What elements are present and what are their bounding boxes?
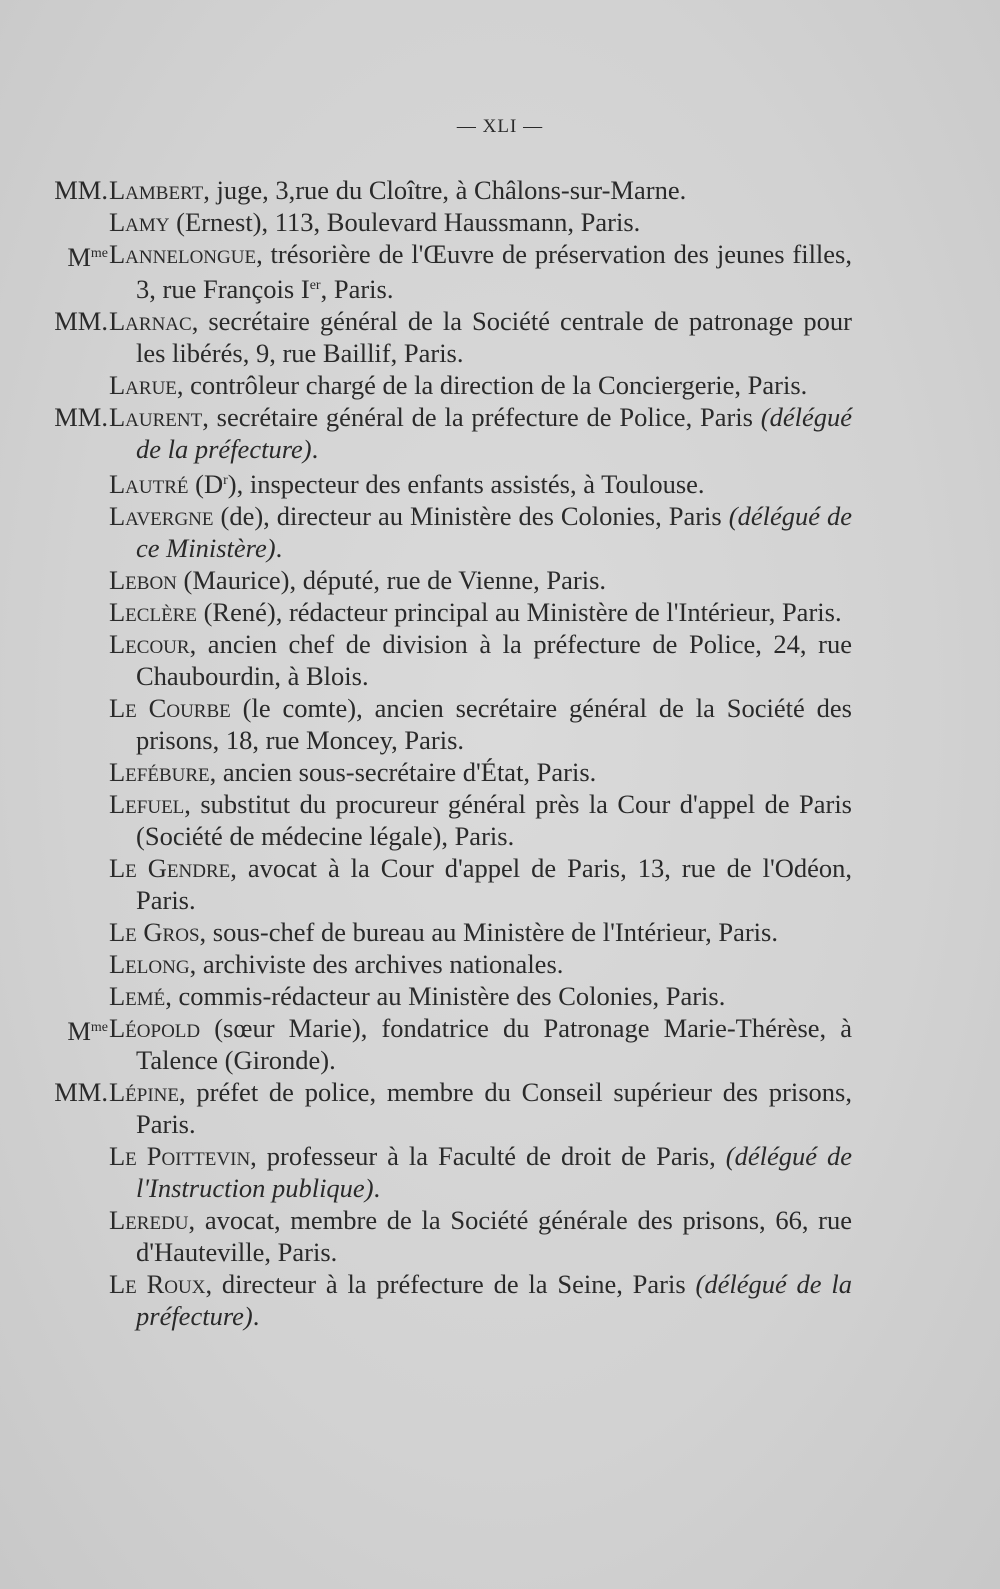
entry-text [109, 1204, 852, 1268]
entry-name: Larue [109, 370, 177, 400]
entry-name: Lautré [109, 469, 189, 499]
entry-text [109, 174, 852, 206]
entry-description-end: . [252, 1301, 260, 1331]
entry-text [109, 238, 852, 305]
entry-name: Lelong [109, 949, 190, 979]
entry-text [109, 852, 852, 916]
entry-text [109, 1012, 852, 1076]
entry-text [109, 369, 852, 401]
entry-name: Lecour [109, 629, 190, 659]
list-item [42, 596, 852, 628]
entry-description: , contrôleur chargé de la direction de la Conciergerie, Paris. [176, 370, 808, 400]
entry-name: Leredu [109, 1205, 189, 1235]
entry-text [109, 1076, 852, 1140]
entry-name: Lefébure [109, 757, 210, 787]
list-item [42, 756, 852, 788]
entry-description: (René), rédacteur principal au Ministère de l'Intérieur, Paris. [196, 597, 842, 627]
entry-description: , secrétaire général de la préfecture de Police, Paris [202, 402, 761, 432]
entry-name: Leclère [109, 597, 197, 627]
entry-description: , ancien sous-secrétaire d'État, Paris. [209, 757, 597, 787]
entry-delegation: (délégué de la préfecture) [136, 1269, 852, 1331]
entry-text [109, 465, 852, 500]
entry-name: Lebon [109, 565, 177, 595]
entry-name: Lefuel [109, 789, 185, 819]
list-item [42, 238, 852, 305]
entry-description: (le comte), ancien secrétaire général de la Société des prisons, 18, rue Moncey, Paris. [136, 693, 852, 755]
entry-text [109, 305, 852, 369]
entry-text [109, 596, 852, 628]
entry-delegation: (délégué de ce Ministère) [136, 501, 852, 563]
entry-name: Larnac [109, 306, 192, 336]
entry-description-end: , Paris. [320, 274, 394, 304]
list-item [42, 500, 852, 564]
list-item [42, 174, 852, 206]
entry-name: Le Roux [109, 1269, 206, 1299]
entry-description: , commis-rédacteur au Ministère des Colonies, Paris. [165, 981, 726, 1011]
list-item [42, 369, 852, 401]
entry-prefix: $M^{me}$ [67, 242, 108, 272]
entry-text [109, 1268, 852, 1332]
entry-description: (Ernest), 113, Boulevard Haussmann, Paris. [169, 207, 641, 237]
entry-description: (D [188, 469, 224, 499]
entry-description: , avocat, membre de la Société générale des prisons, 66, rue d'Hauteville, Paris. [136, 1205, 852, 1267]
entry-name: Lambert [109, 175, 204, 205]
entry-description: , ancien chef de division à la préfecture de Police, 24, rue Chaubourdin, à Blois. [136, 629, 852, 691]
entry-list [42, 174, 852, 1332]
entry-description-end: . [275, 533, 283, 563]
entry-text [109, 628, 852, 692]
entry-text [109, 916, 852, 948]
entry-description: , juge, 3,rue du Cloître, à Châlons-sur-Marne. [203, 175, 687, 205]
prefix-superscript: me [90, 1020, 108, 1035]
list-item [42, 1268, 852, 1332]
entry-name: Lamy [109, 207, 170, 237]
entry-name: Lépine [109, 1077, 180, 1107]
list-item [42, 948, 852, 980]
list-item [42, 1140, 852, 1204]
entry-prefix: MM. [54, 306, 108, 336]
list-item [42, 692, 852, 756]
entry-name: Léopold [109, 1013, 201, 1043]
entry-description-end: . [311, 434, 319, 464]
list-item [42, 916, 852, 948]
entry-text [109, 788, 852, 852]
entry-description: , archiviste des archives nationales. [189, 949, 564, 979]
entry-name: Le Gros [109, 917, 200, 947]
entry-description-end: ), inspecteur des enfants assistés, à Toulouse. [227, 469, 705, 499]
list-item [42, 305, 852, 369]
entry-description: (de), directeur au Ministère des Colonies, Paris [213, 501, 729, 531]
entry-description: , avocat à la Cour d'appel de Paris, 13, rue de l'Odéon, Paris. [136, 853, 852, 915]
entry-name: Le Gendre [109, 853, 231, 883]
list-item [42, 1076, 852, 1140]
list-item [42, 1204, 852, 1268]
page-number: — XLI — [456, 116, 544, 137]
entry-name: Le Poittevin [109, 1141, 251, 1171]
list-item [42, 980, 852, 1012]
entry-prefix: MM. [54, 175, 108, 205]
entry-description: , trésorière de l'Œuvre de préservation des jeunes filles, 3, rue François I [136, 239, 852, 304]
list-item [42, 206, 852, 238]
entry-text [109, 564, 852, 596]
list-item [42, 1012, 852, 1076]
entry-description: , professeur à la Faculté de droit de Paris, [250, 1141, 726, 1171]
list-item [42, 788, 852, 852]
entry-description: (Maurice), député, rue de Vienne, Paris. [176, 565, 607, 595]
entry-description: , sous-chef de bureau au Ministère de l'Intérieur, Paris. [199, 917, 778, 947]
entry-name: Le Courbe [109, 693, 231, 723]
entry-description: (sœur Marie), fondatrice du Patronage Marie-Thérèse, à Talence (Gironde). [136, 1013, 852, 1075]
entry-text [109, 401, 852, 465]
entry-name: Lannelongue [109, 239, 257, 269]
entry-description: , secrétaire général de la Société centrale de patronage pour les libérés, 9, rue Baillif, Paris. [136, 306, 852, 368]
entry-text [109, 980, 852, 1012]
entry-description: , directeur à la préfecture de la Seine, Paris [205, 1269, 696, 1299]
entry-text [109, 206, 852, 238]
list-item [42, 628, 852, 692]
entry-description: , préfet de police, membre du Conseil supérieur des prisons, Paris. [136, 1077, 852, 1139]
entry-text [109, 756, 852, 788]
entry-superscript: r [223, 473, 228, 488]
entry-prefix: $M^{me}$ [67, 1016, 108, 1046]
prefix-superscript: me [90, 246, 108, 261]
entry-delegation: (délégué de la préfecture) [136, 402, 852, 464]
list-item [42, 401, 852, 465]
entry-superscript: er [309, 278, 321, 293]
entry-text [109, 948, 852, 980]
entry-name: Lavergne [109, 501, 214, 531]
entry-text [109, 1140, 852, 1204]
entry-text [109, 692, 852, 756]
entry-name: Laurent [109, 402, 203, 432]
entry-description: , substitut du procureur général près la Cour d'appel de Paris (Société de médecine légale), Paris. [136, 789, 852, 851]
entry-prefix: MM. [54, 402, 108, 432]
entry-prefix: MM. [54, 1077, 108, 1107]
list-item [42, 852, 852, 916]
entry-description-end: . [373, 1173, 381, 1203]
list-item [42, 564, 852, 596]
list-item [42, 465, 852, 500]
entry-name: Lemé [109, 981, 166, 1011]
entry-delegation: (délégué de l'Instruction publique) [136, 1141, 852, 1203]
entry-text [109, 500, 852, 564]
